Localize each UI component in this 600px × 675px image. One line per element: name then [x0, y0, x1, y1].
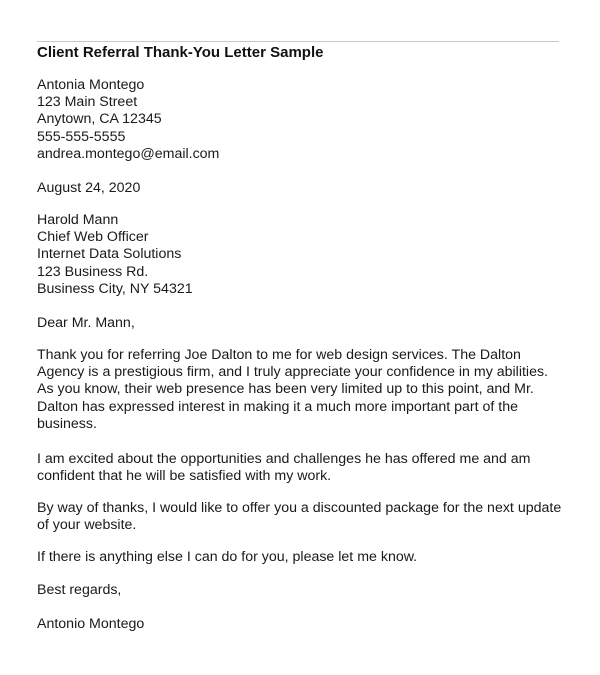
salutation-text: Dear Mr. Mann,	[37, 315, 135, 331]
recipient-city-state-zip: Business City, NY 54321	[37, 280, 193, 297]
recipient-street: 123 Business Rd.	[37, 263, 149, 280]
body-paragraph-text: By way of thanks, I would like to offer you a discounted package for the next update of your website.	[37, 500, 562, 534]
closing	[37, 582, 562, 599]
body-paragraph	[37, 451, 562, 485]
closing-text: Best regards,	[37, 582, 122, 598]
sender-name: Antonia Montego	[37, 77, 145, 93]
body-paragraph	[37, 500, 562, 534]
sender-city-state-zip: Anytown, CA 12345	[37, 111, 162, 128]
body-paragraph-text: If there is anything else I can do for you, please let me know.	[37, 549, 418, 565]
sender-phone: 555-555-5555	[37, 128, 126, 145]
body-paragraph	[37, 347, 562, 433]
sender-email: andrea.montego@email.com	[37, 145, 220, 162]
recipient-title: Chief Web Officer	[37, 229, 149, 246]
recipient-company: Internet Data Solutions	[37, 246, 182, 263]
body-paragraph-text: Thank you for referring Joe Dalton to me for web design services. The Dalton Agency is a prestigious firm, and I truly appreciate your confidence in my abilities. As you know, their web presence has been very limited up to this point, and Mr. Dalton has expressed interest in making it a much more important part of the business.	[37, 347, 548, 432]
salutation	[37, 315, 562, 332]
sender-street: 123 Main Street	[37, 94, 138, 111]
date-text: August 24, 2020	[37, 180, 141, 196]
body-paragraph	[37, 549, 562, 566]
sender-address-block	[37, 77, 562, 163]
recipient-name: Harold Mann	[37, 212, 119, 228]
signature-name: Antonio Montego	[37, 616, 145, 632]
recipient-address-block	[37, 212, 562, 298]
top-divider	[37, 41, 559, 42]
signature	[37, 616, 562, 633]
body-paragraph-text: I am excited about the opportunities and challenges he has offered me and am confident that he will be satisfied with my work.	[37, 451, 531, 485]
letter-date	[37, 180, 562, 197]
page-title: Client Referral Thank-You Letter Sample	[37, 44, 324, 61]
